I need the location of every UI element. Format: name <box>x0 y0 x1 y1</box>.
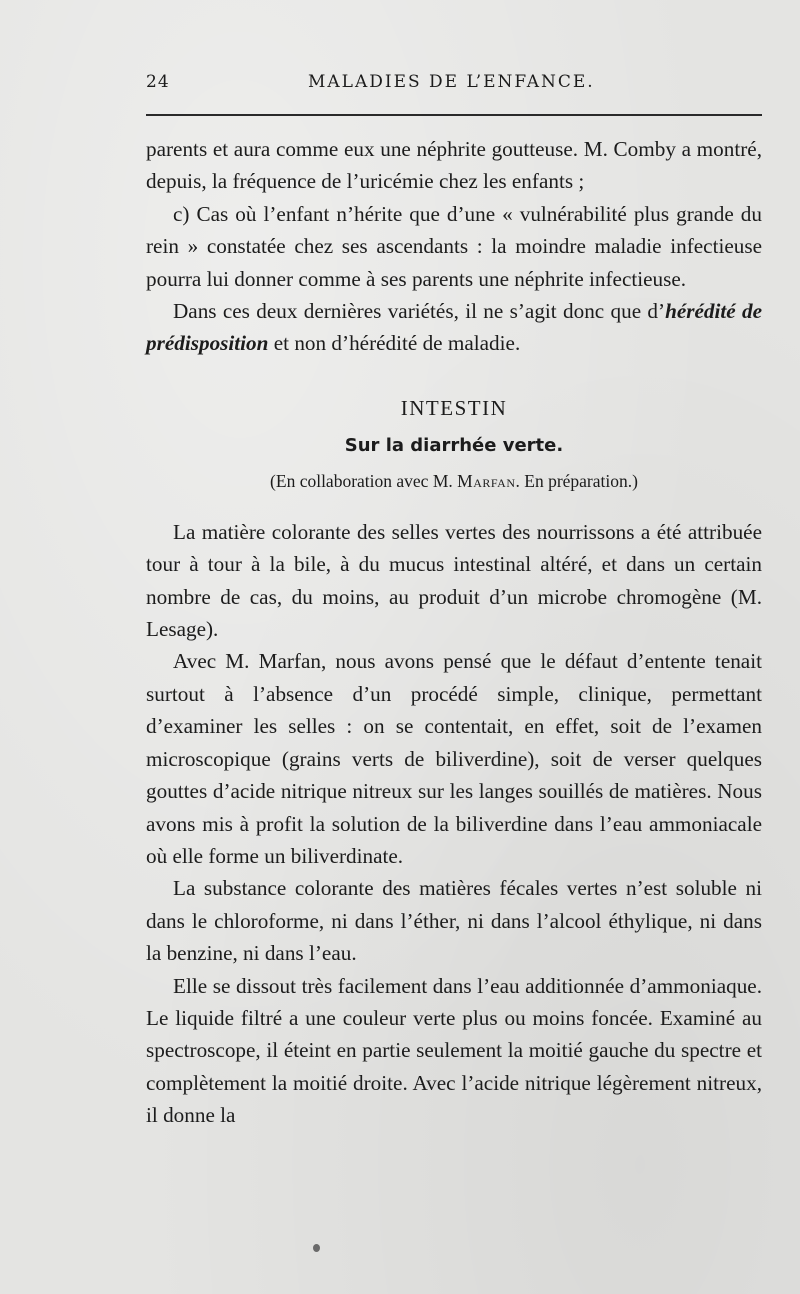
page-number: 24 <box>146 72 170 92</box>
conclusion-italic-term: hérédité de prédisposition <box>146 299 763 356</box>
collab-prefix: (En collaboration avec M. <box>270 470 458 491</box>
conclusion-text-end: et non d’hérédité de maladie. <box>268 331 521 356</box>
collaboration-note <box>146 466 762 496</box>
section-subtitle: Sur la diarrhée verte. <box>344 434 564 456</box>
ink-spot <box>313 1244 320 1252</box>
conclusion-text-start: Dans ces deux dernières variétés, il ne s’agit donc que d’ <box>173 299 666 324</box>
body-paragraph: Elle se dissout très facilement dans l’eau additionnée d’ammoniaque. Le liquide filtré a une couleur verte plus ou moins foncée. Examiné au spectroscope, il éteint en partie seulement la moitié gauche du spectre et complètement la moitié droite. Avec l’acide nitrique légèrement nitreux, il donne la <box>146 973 762 1128</box>
body-text <box>146 133 762 1132</box>
body-paragraph: Avec M. Marfan, nous avons pensé que le défaut d’entente tenait surtout à l’absence d’un procédé simple, clinique, permettant d’examiner les selles : on se contentait, en effet, soit de l’examen microscopique (grains verts de biliverdine), soit de verser quelques gouttes d’acide nitrique nitreux sur les langes souillés de matières. Nous avons mis à profit la solution de la biliverdine dans l’eau ammoniacale où elle forme un biliverdinate. <box>146 649 762 868</box>
header-rule <box>146 114 762 116</box>
collab-name: Marfan <box>457 470 516 491</box>
collab-suffix: . En préparation.) <box>515 470 638 491</box>
case-c-paragraph: c) Cas où l’enfant n’hérite que d’une « vulnérabilité plus grande du rein » constatée chez ses ascendants : la moindre maladie infectieuse pourra lui donner comme à ses parents une néphrite infectieuse. <box>146 201 762 291</box>
section-title: INTESTIN <box>400 395 508 420</box>
body-paragraph: La substance colorante des matières fécales vertes n’est soluble ni dans le chloroforme, ni dans l’éther, ni dans l’alcool éthylique, ni dans la benzine, ni dans l’eau. <box>146 876 762 966</box>
body-paragraph: La matière colorante des selles vertes des nourrissons a été attribuée tour à tour à la bile, à du mucus intestinal altéré, et dans un certain nombre de cas, du moins, au produit d’un microbe chromogène (M. Lesage). <box>146 519 762 642</box>
continuation-paragraph: parents et aura comme eux une néphrite goutteuse. M. Comby a montré, depuis, la fréquence de l’uricémie chez les enfants ; <box>146 137 762 194</box>
running-title: MALADIES DE L’ENFANCE. <box>308 72 595 92</box>
running-head <box>146 72 762 102</box>
conclusion-paragraph <box>146 295 762 360</box>
